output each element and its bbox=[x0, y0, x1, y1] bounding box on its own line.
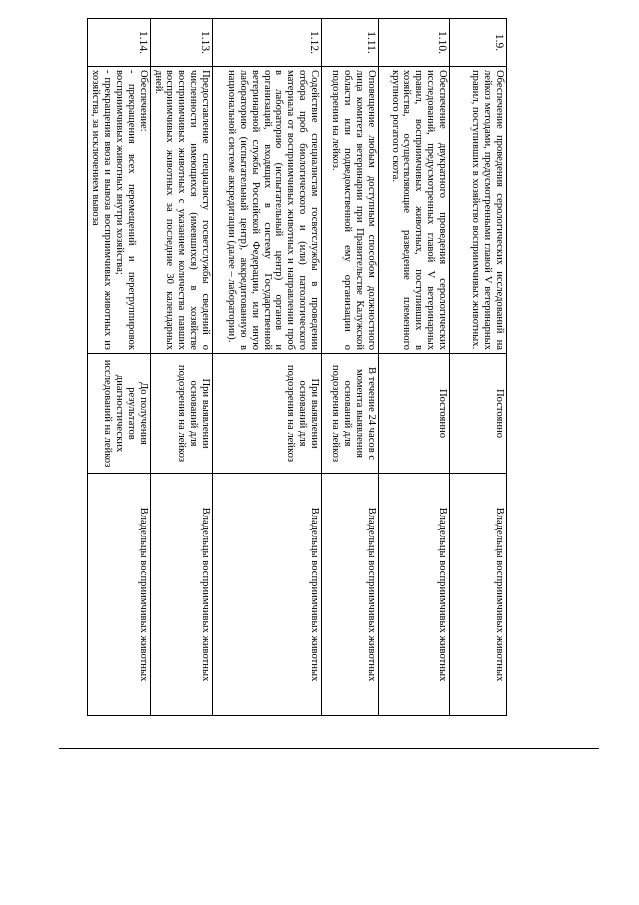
term-text: При выявлении оснований для подозрения на лейкоз bbox=[213, 354, 322, 474]
term-text: Постоянно bbox=[379, 354, 450, 474]
measure-text: Предоставление специалисту госветслужбы сведений о численности имеющихся (имевшихся) в хозяйстве восприимчивых животных с указанием количества павших восприимчивых животных за последние 30 календарных дней. bbox=[150, 67, 212, 354]
measures-table bbox=[87, 18, 507, 716]
row-number: 1.14. bbox=[88, 19, 150, 67]
term-text: При выявлении оснований для подозрения на лейкоз bbox=[150, 354, 212, 474]
measure-line: - прекращения всех перемещений и перегруппировок восприимчивых животных внутри хозяйства; bbox=[113, 70, 137, 350]
measure-line: - прекращения ввоза и вывоза восприимчивых животных из хозяйства, за исключением вывоза bbox=[90, 70, 114, 350]
row-number: 1.11. bbox=[322, 19, 379, 67]
responsible-text: Владельцы восприимчивых животных bbox=[379, 474, 450, 716]
row-number: 1.10. bbox=[379, 19, 450, 67]
table-row bbox=[450, 19, 507, 716]
measure-text: Обеспечение двукратного проведения серологических исследований, предусмотренных главой V ветеринарных правил, восприимчивых животных, поступивших в хозяйства, осуществляющие разведение племенного крупного рогатого скота. bbox=[379, 67, 450, 354]
row-number: 1.9. bbox=[450, 19, 507, 67]
row-number: 1.13. bbox=[150, 19, 212, 67]
table-row bbox=[213, 19, 322, 716]
responsible-text: Владельцы восприимчивых животных bbox=[150, 474, 212, 716]
table-row bbox=[379, 19, 450, 716]
page-divider-line bbox=[59, 748, 599, 749]
measure-text: Оповещение любым доступным способом должностного лица комитета ветеринарии при Правительстве Калужской области или подведомственной ему организации о подозрении на лейкоз. bbox=[322, 67, 379, 354]
responsible-text: Владельцы восприимчивых животных bbox=[322, 474, 379, 716]
measure-line: Обеспечение: bbox=[137, 70, 149, 132]
table-row bbox=[322, 19, 379, 716]
responsible-text: Владельцы восприимчивых животных bbox=[213, 474, 322, 716]
measure-text bbox=[88, 67, 150, 354]
row-number: 1.12. bbox=[213, 19, 322, 67]
term-text: До получения результатов диагностических исследований на лейкоз bbox=[88, 354, 150, 474]
term-text: Постоянно bbox=[450, 354, 507, 474]
measure-text: Обеспечение проведения серологических исследований на лейкоз методами, предусмотренными главой V ветеринарных правил, поступивших в хозяйство восприимчивых животных. bbox=[450, 67, 507, 354]
responsible-text: Владельцы восприимчивых животных bbox=[450, 474, 507, 716]
measure-text: Содействие специалистам госветслужбы в проведении отбора проб биологического и (или) патологического материала от восприимчивых животных и направлении проб в лабораторию (испытательный центр) органов и организаций, входящих в систему Государственной ветеринарной службы Российской Федерации, или иную лабораторию (испытательный центр), аккредитованную в национальной системе аккредитации (далее – лаборатории). bbox=[213, 67, 322, 354]
table-row bbox=[150, 19, 212, 716]
term-text: В течение 24 часов с момента выявления оснований для подозрения на лейкоз bbox=[322, 354, 379, 474]
responsible-text: Владельцы восприимчивых животных bbox=[88, 474, 150, 716]
table-row bbox=[88, 19, 150, 716]
